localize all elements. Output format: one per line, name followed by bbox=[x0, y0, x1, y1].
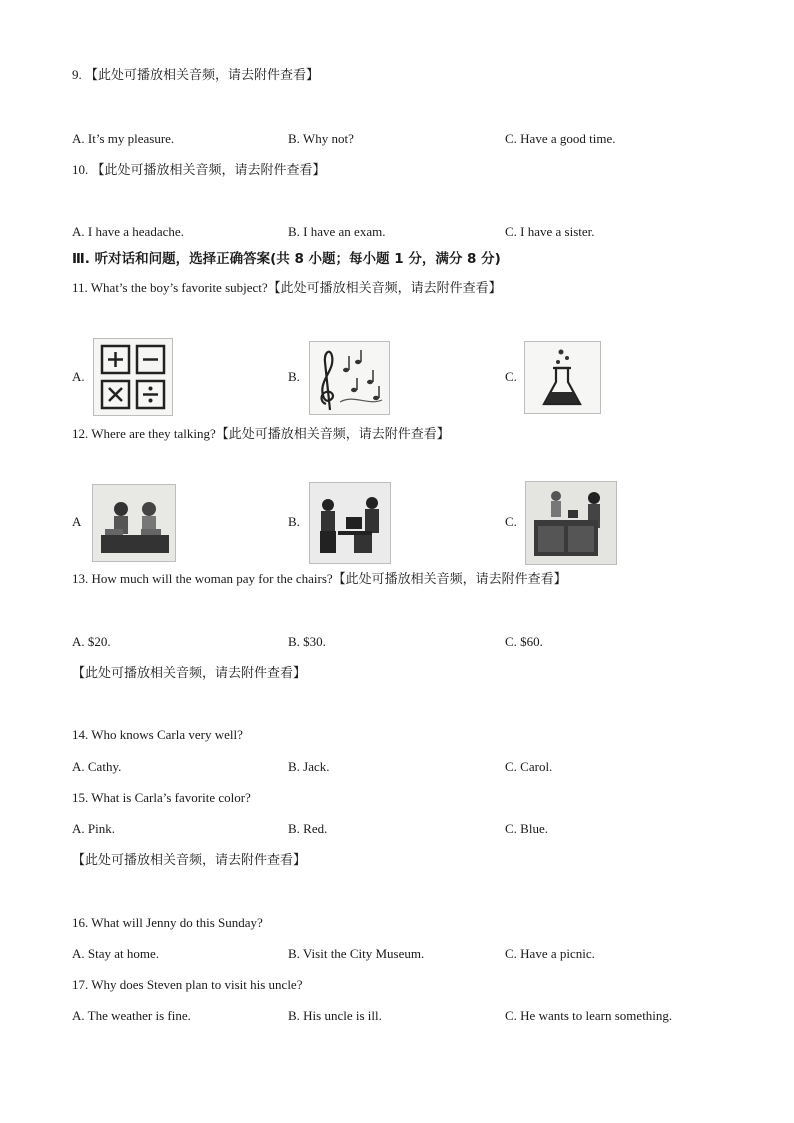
question-12-prompt: 12. Where are they talking?【此处可播放相关音频，请去附件查看】 bbox=[72, 426, 450, 441]
question-13-prompt: 13. How much will the woman pay for the chairs?【此处可播放相关音频，请去附件查看】 bbox=[72, 571, 567, 586]
q14-option-a[interactable]: A. Cathy. bbox=[72, 759, 122, 774]
q16-option-c[interactable]: C. Have a picnic. bbox=[505, 946, 595, 961]
question-10-prompt: 10. 【此处可播放相关音频，请去附件查看】 bbox=[72, 162, 326, 177]
question-9-prompt: 9. 【此处可播放相关音频，请去附件查看】 bbox=[72, 67, 320, 82]
question-11-prompt: 11. What’s the boy’s favorite subject?【此处可播放相关音频，请去附件查看】 bbox=[72, 280, 502, 295]
q13-option-c[interactable]: C. $60. bbox=[505, 634, 543, 649]
q16-option-b[interactable]: B. Visit the City Museum. bbox=[288, 946, 425, 961]
chemistry-flask-icon[interactable] bbox=[524, 341, 601, 414]
q17-option-c[interactable]: C. He wants to learn something. bbox=[505, 1008, 673, 1023]
q10-option-c[interactable]: C. I have a sister. bbox=[505, 224, 595, 239]
counter-scene-icon[interactable] bbox=[525, 481, 617, 565]
q12-option-a-label[interactable]: A bbox=[72, 514, 82, 529]
q14-option-c[interactable]: C. Carol. bbox=[505, 759, 553, 774]
q14-option-b[interactable]: B. Jack. bbox=[288, 759, 330, 774]
kitchen-scene-icon[interactable] bbox=[92, 484, 176, 562]
q16-option-a[interactable]: A. Stay at home. bbox=[72, 946, 160, 961]
office-scene-icon[interactable] bbox=[309, 482, 391, 564]
q12-option-c-label[interactable]: C. bbox=[505, 514, 517, 529]
audio-placeholder-14-15[interactable]: 【此处可播放相关音频，请去附件查看】 bbox=[72, 665, 307, 680]
q11-option-b-label[interactable]: B. bbox=[288, 369, 300, 384]
music-notes-icon[interactable] bbox=[309, 341, 390, 415]
question-14-prompt: 14. Who knows Carla very well? bbox=[72, 727, 243, 742]
q11-option-a-label[interactable]: A. bbox=[72, 369, 85, 384]
math-symbols-icon[interactable] bbox=[93, 338, 173, 416]
q13-option-a[interactable]: A. $20. bbox=[72, 634, 111, 649]
q15-option-b[interactable]: B. Red. bbox=[288, 821, 328, 836]
q17-option-b[interactable]: B. His uncle is ill. bbox=[288, 1008, 382, 1023]
q17-option-a[interactable]: A. The weather is fine. bbox=[72, 1008, 191, 1023]
q11-option-c-label[interactable]: C. bbox=[505, 369, 517, 384]
question-16-prompt: 16. What will Jenny do this Sunday? bbox=[72, 915, 263, 930]
q9-option-b[interactable]: B. Why not? bbox=[288, 131, 354, 146]
q15-option-a[interactable]: A. Pink. bbox=[72, 821, 115, 836]
question-15-prompt: 15. What is Carla’s favorite color? bbox=[72, 790, 251, 805]
section-3-heading: Ⅲ. 听对话和问题，选择正确答案(共 8 小题；每小题 1 分，满分 8 分) bbox=[72, 251, 501, 267]
q12-option-b-label[interactable]: B. bbox=[288, 514, 300, 529]
q9-option-a[interactable]: A. It’s my pleasure. bbox=[72, 131, 175, 146]
audio-placeholder-16-17[interactable]: 【此处可播放相关音频，请去附件查看】 bbox=[72, 852, 307, 867]
q10-option-b[interactable]: B. I have an exam. bbox=[288, 224, 386, 239]
q10-option-a[interactable]: A. I have a headache. bbox=[72, 224, 184, 239]
question-17-prompt: 17. Why does Steven plan to visit his uncle? bbox=[72, 977, 303, 992]
q9-option-c[interactable]: C. Have a good time. bbox=[505, 131, 616, 146]
q15-option-c[interactable]: C. Blue. bbox=[505, 821, 548, 836]
q13-option-b[interactable]: B. $30. bbox=[288, 634, 326, 649]
